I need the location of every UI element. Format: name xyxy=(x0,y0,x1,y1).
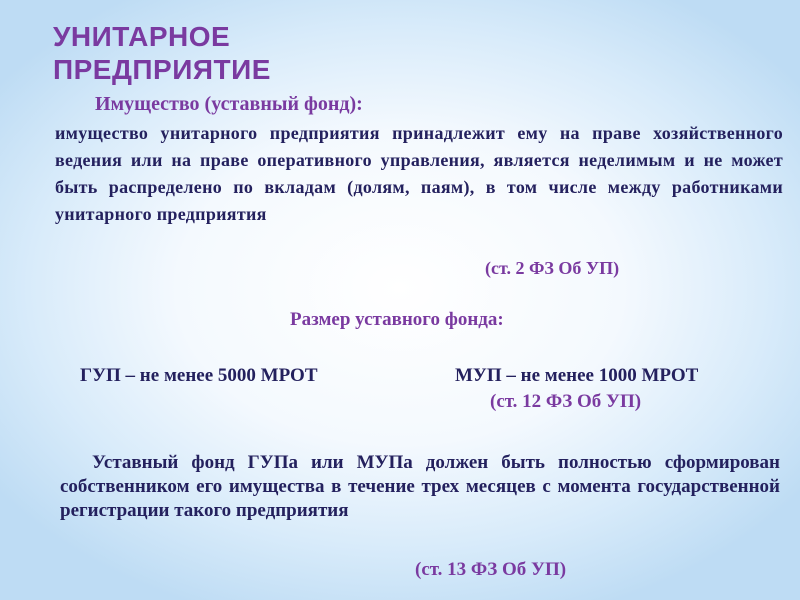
property-law-reference: (ст. 2 ФЗ Об УП) xyxy=(485,258,620,278)
formation-paragraph: Уставный фонд ГУПа или МУПа должен быть полностью сформирован собственником его имущества в течение трех месяцев с момента государственной регистрации такого предприятия xyxy=(60,452,780,521)
mup-minimum: МУП – не менее 1000 МРОТ xyxy=(455,365,699,386)
property-heading: Имущество (уставный фонд): xyxy=(95,93,363,115)
formation-law-reference: (ст. 13 ФЗ Об УП) xyxy=(415,559,567,580)
slide-title-line-1: УНИТАРНОЕ xyxy=(53,21,231,52)
property-paragraph: имущество унитарного предприятия принадлежит ему на праве хозяйственного ведения или на праве оперативного управления, является неделимым и не может быть распределено по вкладам (долям, паям), в том числе между работниками унитарного предприятия xyxy=(55,123,783,224)
gup-minimum: ГУП – не менее 5000 МРОТ xyxy=(80,365,318,386)
fund-size-heading: Размер уставного фонда: xyxy=(290,309,504,330)
slide-title-line-2: ПРЕДПРИЯТИЕ xyxy=(53,54,271,85)
slide-title xyxy=(53,20,271,86)
fund-size-law-reference: (ст. 12 ФЗ Об УП) xyxy=(490,391,642,412)
